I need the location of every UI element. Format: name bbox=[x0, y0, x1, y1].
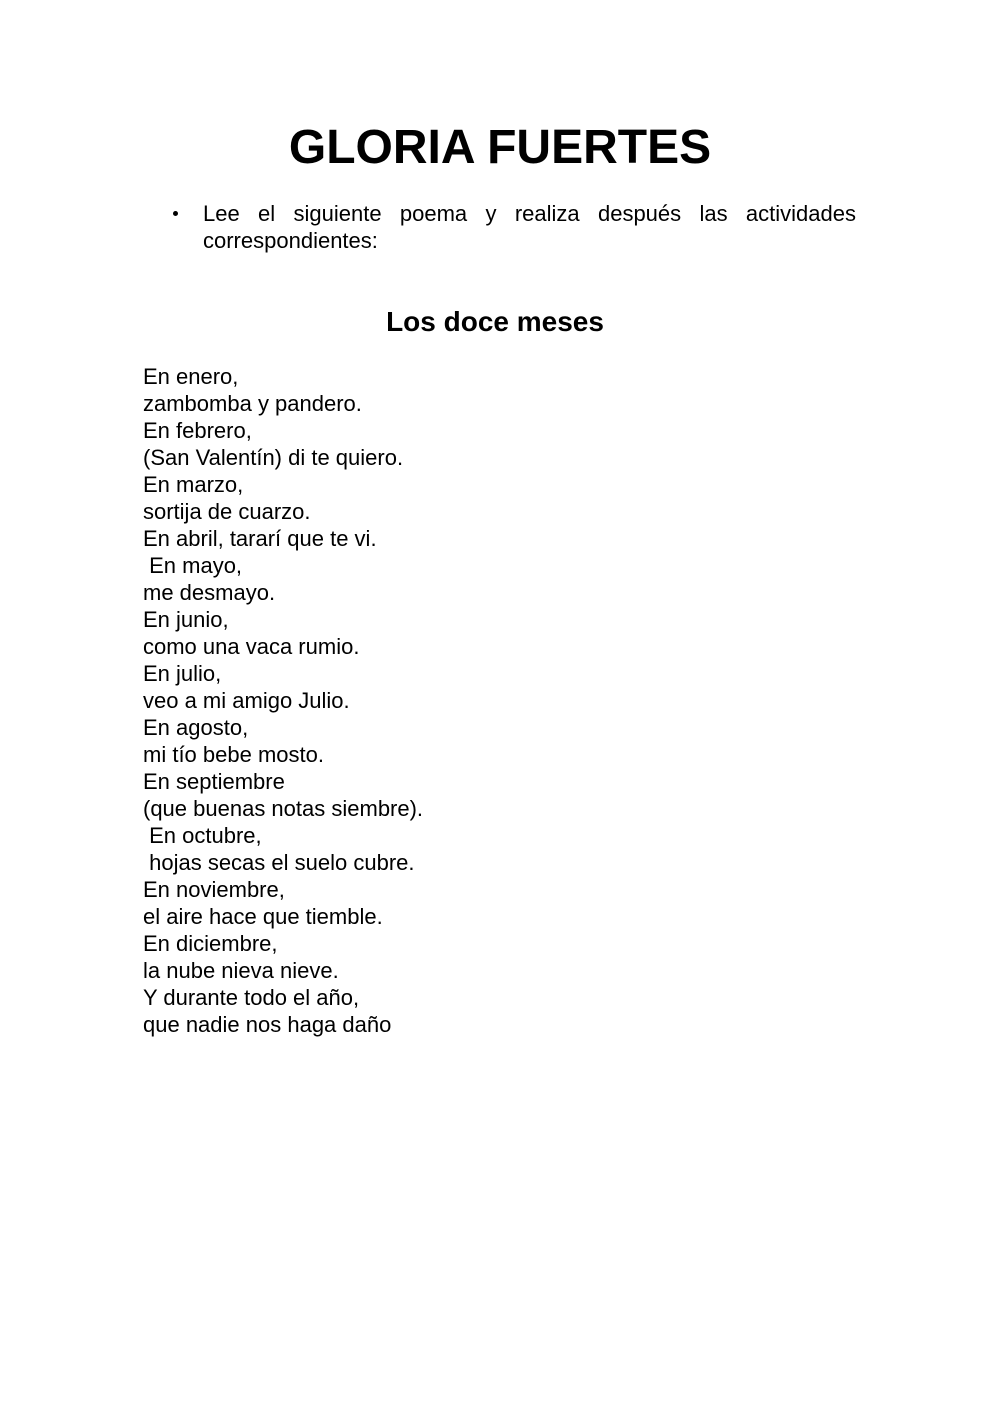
poem-title: Los doce meses bbox=[386, 306, 604, 337]
instruction-text: Lee el siguiente poema y realiza después las actividades correspondientes: bbox=[203, 201, 856, 253]
poem-line: En julio, bbox=[143, 661, 222, 686]
poem-line: En enero, bbox=[143, 364, 239, 389]
poem-line: En diciembre, bbox=[143, 931, 278, 956]
page-title: GLORIA FUERTES bbox=[288, 121, 712, 174]
poem-line: como una vaca rumio. bbox=[143, 634, 360, 659]
poem-line: me desmayo. bbox=[143, 580, 276, 605]
poem-line: En mayo, bbox=[143, 553, 243, 578]
poem-line: (que buenas notas siembre). bbox=[143, 796, 424, 821]
poem-line: zambomba y pandero. bbox=[143, 391, 362, 416]
poem-line: hojas secas el suelo cubre. bbox=[143, 850, 415, 875]
poem-line: que nadie nos haga daño bbox=[143, 1012, 392, 1037]
poem-line: Y durante todo el año, bbox=[143, 985, 360, 1010]
poem-line: En agosto, bbox=[143, 715, 249, 740]
poem-line: veo a mi amigo Julio. bbox=[143, 688, 350, 713]
poem-line: En noviembre, bbox=[143, 877, 285, 902]
poem-line: En febrero, bbox=[143, 418, 252, 443]
poem-line: En abril, tararí que te vi. bbox=[143, 526, 377, 551]
poem-body bbox=[143, 363, 423, 1038]
poem-line: mi tío bebe mosto. bbox=[143, 742, 324, 767]
poem-line: En marzo, bbox=[143, 472, 244, 497]
poem-line: sortija de cuarzo. bbox=[143, 499, 311, 524]
poem-line: En junio, bbox=[143, 607, 229, 632]
bullet-icon bbox=[173, 211, 178, 216]
poem-line: el aire hace que tiemble. bbox=[143, 904, 383, 929]
instruction-item bbox=[170, 200, 856, 254]
poem-line: (San Valentín) di te quiero. bbox=[143, 445, 404, 470]
poem-line: la nube nieva nieve. bbox=[143, 958, 339, 983]
poem-line: En octubre, bbox=[143, 823, 262, 848]
poem-line: En septiembre bbox=[143, 769, 285, 794]
